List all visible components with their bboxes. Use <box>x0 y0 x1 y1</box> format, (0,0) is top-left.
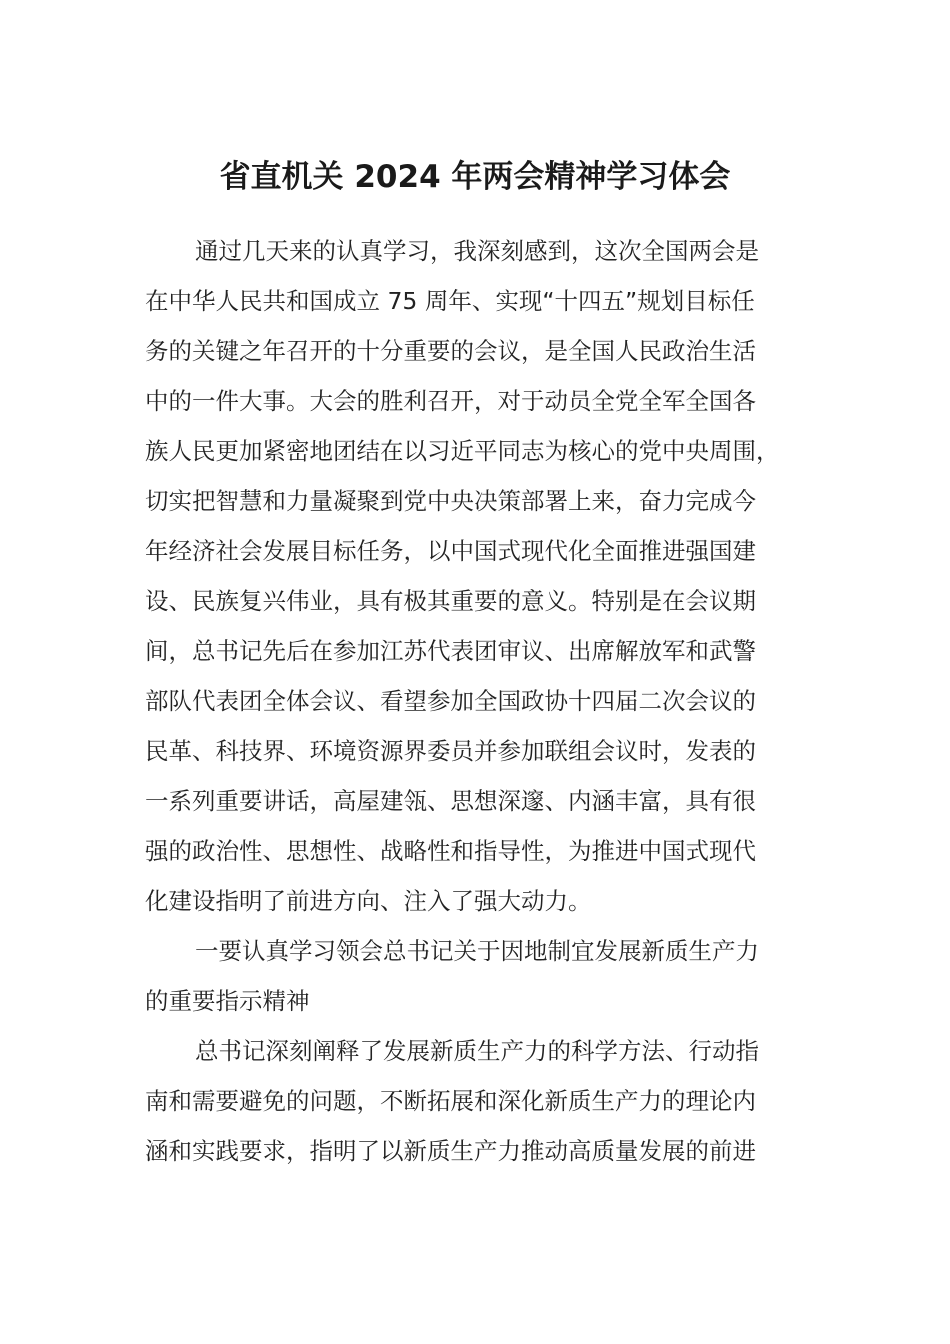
text-line: 强的政治性、思想性、战略性和指导性，为推进中国式现代 <box>145 837 756 865</box>
paragraph-intro <box>145 226 825 926</box>
text-line: 的重要指示精神 <box>145 987 310 1015</box>
text-line: 中的一件大事。大会的胜利召开，对于动员全党全军全国各 <box>145 387 756 415</box>
text-line: 通过几天来的认真学习，我深刻感到，这次全国两会是 <box>195 237 759 265</box>
text-line: 切实把智慧和力量凝聚到党中央决策部署上来，奋力完成今 <box>145 487 756 515</box>
text-line: 一要认真学习领会总书记关于因地制宜发展新质生产力 <box>195 937 759 965</box>
text-line: 间，总书记先后在参加江苏代表团审议、出席解放军和武警 <box>145 637 756 665</box>
text-line: 一系列重要讲话，高屋建瓴、思想深邃、内涵丰富，具有很 <box>145 787 756 815</box>
text-line: 务的关键之年召开的十分重要的会议，是全国人民政治生活 <box>145 337 756 365</box>
document-body <box>145 226 825 1176</box>
text-line: 设、民族复兴伟业，具有极其重要的意义。特别是在会议期 <box>145 587 756 615</box>
text-line: 总书记深刻阐释了发展新质生产力的科学方法、行动指 <box>195 1037 759 1065</box>
text-line: 南和需要避免的问题，不断拓展和深化新质生产力的理论内 <box>145 1087 756 1115</box>
paragraph-section-heading <box>145 926 825 1026</box>
text-line: 年经济社会发展目标任务，以中国式现代化全面推进强国建 <box>145 537 756 565</box>
paragraph-body <box>145 1026 825 1176</box>
text-line: 在中华人民共和国成立 75 周年、实现“十四五”规划目标任 <box>145 287 755 315</box>
text-line: 化建设指明了前进方向、注入了强大动力。 <box>145 887 592 915</box>
text-line: 涵和实践要求，指明了以新质生产力推动高质量发展的前进 <box>145 1137 756 1165</box>
text-line: 民革、科技界、环境资源界委员并参加联组会议时，发表的 <box>145 737 756 765</box>
text-line: 族人民更加紧密地团结在以习近平同志为核心的党中央周围， <box>145 437 780 465</box>
text-line: 部队代表团全体会议、看望参加全国政协十四届二次会议的 <box>145 687 756 715</box>
document-title: 省直机关 2024 年两会精神学习体会 <box>219 159 731 195</box>
